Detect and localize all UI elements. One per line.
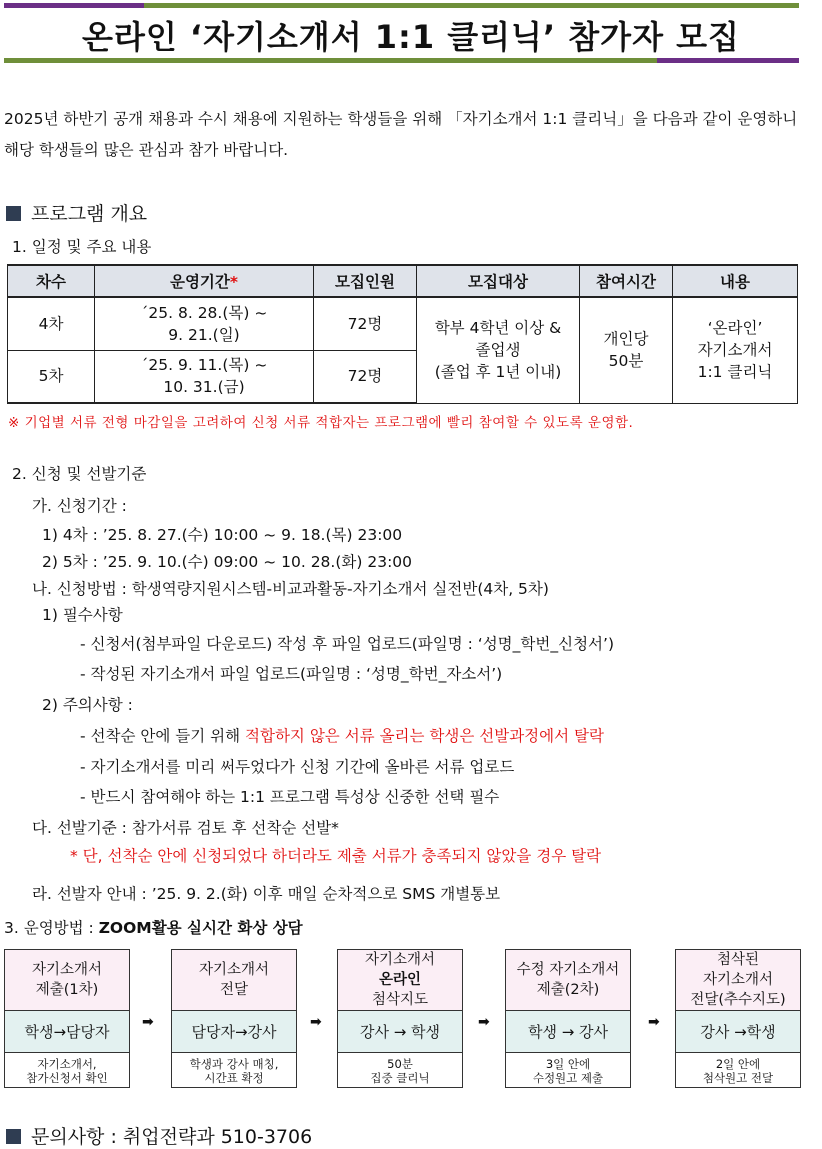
apply-method: 나. 신청방법 : 학생역량지원시스템-비교과활동-자기소개서 실전반(4차, 5차) — [32, 580, 549, 598]
target-cell: 학부 4학년 이상 & 졸업생 (졸업 후 1년 이내) — [417, 297, 580, 403]
selection-criteria: 다. 선발기준 : 참가서류 검토 후 선착순 선발* — [32, 819, 339, 837]
count-cell: 72명 — [314, 350, 417, 403]
flow-step-3: 자기소개서 온라인 첨삭지도 강사 → 학생 50분 집중 클리닉 — [337, 949, 463, 1088]
content-cell: ‘온라인’ 자기소개서 1:1 클리닉 — [673, 297, 798, 403]
selection-notice: 라. 선발자 안내 : ’25. 9. 2.(화) 이후 매일 순차적으로 SMS 개별통보 — [32, 885, 501, 903]
flow-step-1: 자기소개서 제출(1차) 학생→담당자 자기소개서, 참가신청서 확인 — [4, 949, 130, 1088]
deadline-note: ※ 기업별 서류 전형 마감일을 고려하여 신청 서류 적합자는 프로그램에 빨리 참여할 수 있도록 운영함. — [8, 415, 634, 431]
period-item-5: 2) 5차 : ’25. 9. 10.(수) 09:00 ~ 10. 28.(화) 23:00 — [42, 553, 413, 571]
arrow-right-icon: ➡ — [310, 1014, 322, 1030]
round-cell: 5차 — [8, 350, 95, 403]
page-title: 온라인 ‘자기소개서 1:1 클리닉’ 참가자 모집 — [82, 18, 740, 56]
round-cell: 4차 — [8, 297, 95, 350]
arrow-right-icon: ➡ — [648, 1014, 660, 1030]
arrow-right-icon: ➡ — [478, 1014, 490, 1030]
required-item: - 작성된 자기소개서 파일 업로드(파일명 : ‘성명_학번_자소서’) — [80, 665, 503, 683]
required-label: 1) 필수사항 — [42, 606, 123, 624]
schedule-table — [7, 264, 798, 404]
header-period: 운영기간* — [95, 265, 314, 297]
arrow-right-icon: ➡ — [142, 1014, 154, 1030]
header-count: 모집인원 — [314, 265, 417, 297]
schedule-subheading: 1. 일정 및 주요 내용 — [12, 238, 152, 256]
title-bottom-accent — [657, 58, 799, 63]
header-round: 차수 — [8, 265, 95, 297]
criteria-note: * 단, 선착순 안에 신청되었다 하더라도 제출 서류가 충족되지 않았을 경우 탈락 — [70, 847, 602, 865]
period-cell: ´25. 8. 28.(목) ~ 9. 21.(일) — [95, 297, 314, 350]
header-target: 모집대상 — [417, 265, 580, 297]
operation-heading: 3. 운영방법 : ZOOM활용 실시간 화상 상담 — [4, 919, 303, 937]
flow-step-5: 첨삭된 자기소개서 전달(추수지도) 강사 →학생 2일 안에 첨삭원고 전달 — [675, 949, 801, 1088]
caution-item: - 자기소개서를 미리 써두었다가 신청 기간에 올바른 서류 업로드 — [80, 758, 515, 776]
intro-text: 2025년 하반기 공개 채용과 수시 채용에 지원하는 학생들을 위해 「자기소개서 1:1 클리닉」을 다음과 같이 운영하니 해당 학생들의 많은 관심과 참가 바랍니다. — [4, 110, 798, 159]
apply-heading: 2. 신청 및 선발기준 — [12, 465, 147, 483]
caution-item: - 선착순 안에 들기 위해 적합하지 않은 서류 올리는 학생은 선발과정에서 탈락 — [80, 727, 604, 745]
count-cell: 72명 — [314, 297, 417, 350]
table-row — [8, 297, 798, 350]
square-bullet-icon — [6, 206, 21, 221]
title-top-accent — [4, 3, 144, 8]
flow-step-4: 수정 자기소개서 제출(2차) 학생 → 강사 3일 안에 수정원고 제출 — [505, 949, 631, 1088]
header-time: 참여시간 — [580, 265, 673, 297]
table-header-row — [8, 265, 798, 297]
caution-item: - 반드시 참여해야 하는 1:1 프로그램 특성상 신중한 선택 필수 — [80, 788, 500, 806]
period-item-4: 1) 4차 : ’25. 8. 27.(수) 10:00 ~ 9. 18.(목) 23:00 — [42, 526, 403, 544]
period-cell: ´25. 9. 11.(목) ~ 10. 31.(금) — [95, 350, 314, 403]
caution-label: 2) 주의사항 : — [42, 696, 133, 714]
required-item: - 신청서(첨부파일 다운로드) 작성 후 파일 업로드(파일명 : ‘성명_학번_신청서’) — [80, 635, 614, 653]
overview-heading: 프로그램 개요 — [6, 199, 147, 226]
period-label: 가. 신청기간 : — [32, 497, 127, 515]
flow-step-2: 자기소개서 전달 담당자→강사 학생과 강사 매칭, 시간표 확정 — [171, 949, 297, 1088]
time-cell: 개인당 50분 — [580, 297, 673, 403]
contact-heading: 문의사항 : 취업전략과 510-3706 — [6, 1122, 312, 1149]
header-content: 내용 — [673, 265, 798, 297]
square-bullet-icon — [6, 1129, 21, 1144]
